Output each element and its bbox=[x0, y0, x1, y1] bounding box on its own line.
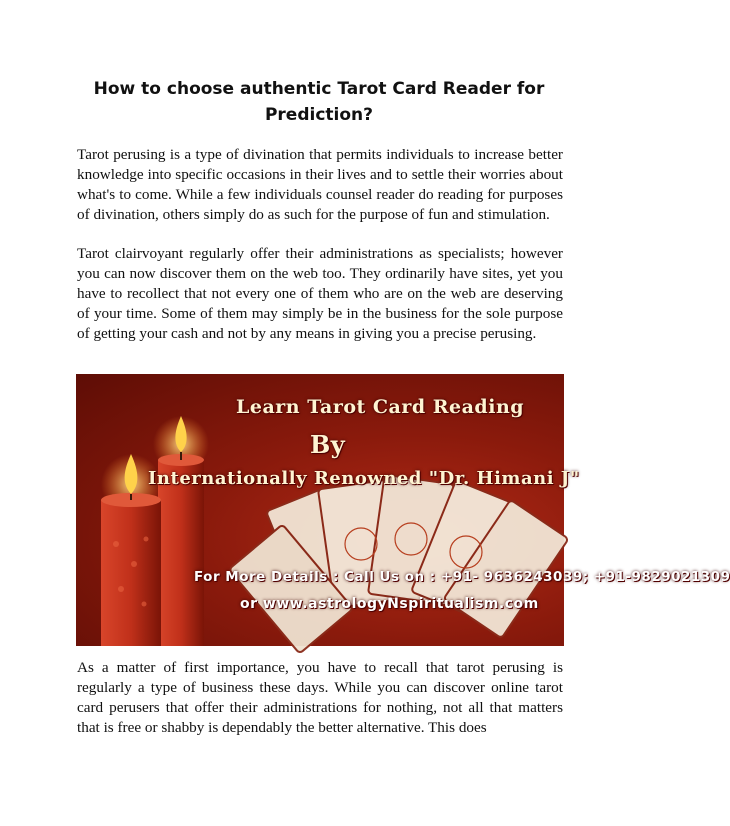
document-title bbox=[80, 76, 558, 128]
paragraph-3: As a matter of first importance, you have to recall that tarot perusing is regularly a type of business these days. While you can discover online tarot card perusers that offer their administrations for nothing, not all that matters that is free or shabby is dependably the better alternative. This does bbox=[77, 659, 563, 736]
banner-website: or www.astrologyNspiritualism.com bbox=[240, 596, 539, 612]
paragraph-2: Tarot clairvoyant regularly offer their administrations as specialists; however you can now discover them on the web too. They ordinarily have sites, yet you have to recollect that not every one of them who are on the web are deserving of your time. Some of them may simply be in the business for the sole purpose of getting your cash and not by any means in giving you a precise perusing. bbox=[77, 245, 563, 342]
title-line-1: How to choose authentic Tarot Card Reader for bbox=[93, 79, 545, 99]
tarot-cards bbox=[229, 475, 569, 654]
candle-back bbox=[153, 416, 209, 646]
banner-by: By bbox=[310, 430, 346, 459]
tarot-banner-image bbox=[76, 374, 730, 646]
paragraph-1: Tarot perusing is a type of divination that permits individuals to increase better knowledge into specific occasions in their lives and to settle their worries about what's to come. While a few individuals counsel reader do reading for purposes of divination, others simply do as such for the purpose of fun and stimulation. bbox=[77, 146, 563, 223]
banner-contact: For More Details : Call Us on : +91- 9636243039; +91-9829021309 bbox=[194, 569, 730, 585]
banner-headline: Learn Tarot Card Reading bbox=[236, 396, 525, 418]
title-line-2: Prediction? bbox=[264, 105, 374, 125]
banner-author: Internationally Renowned "Dr. Himani J" bbox=[148, 468, 580, 489]
